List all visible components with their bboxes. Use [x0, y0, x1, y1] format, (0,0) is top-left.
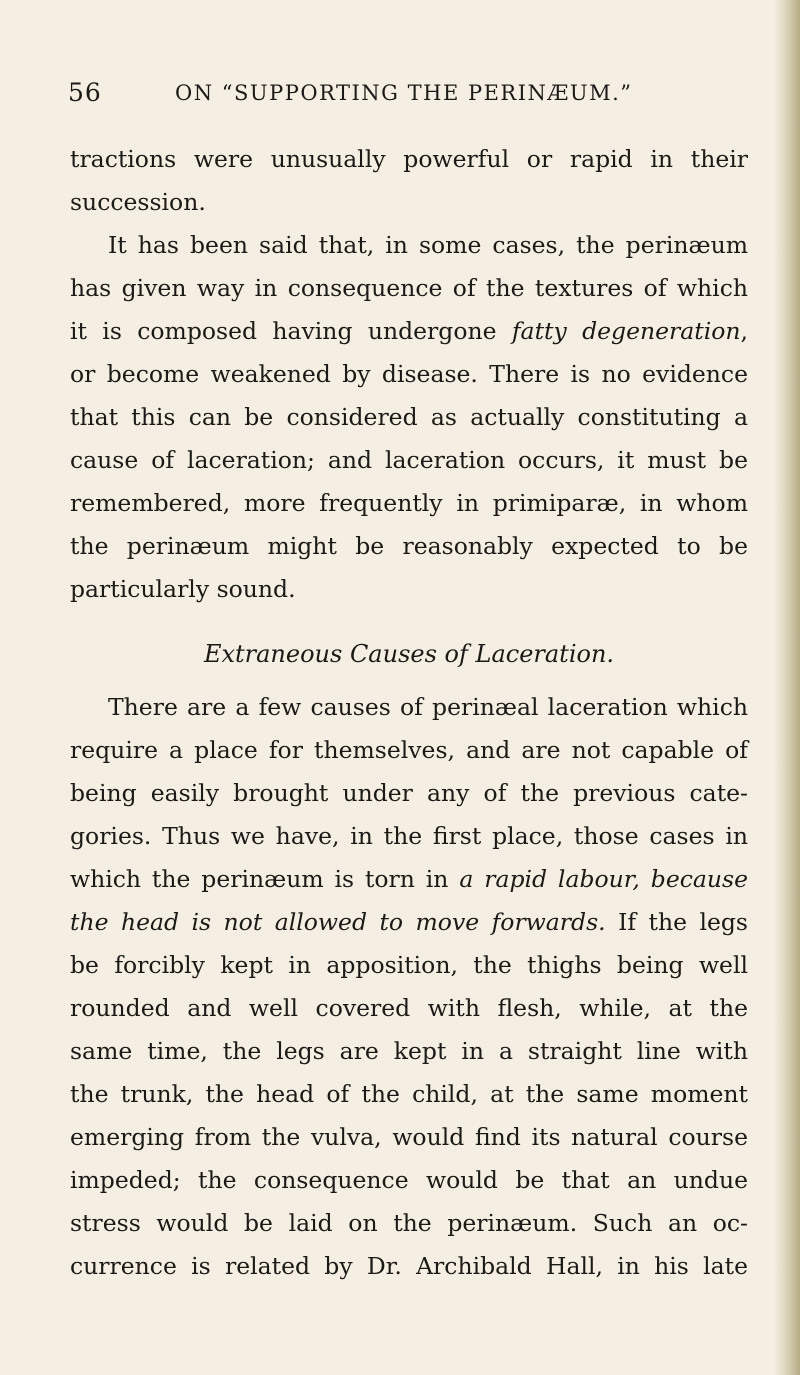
page-edge-shadow	[774, 0, 800, 1375]
italic-emphasis: the head is not allowed to move forwards.	[70, 908, 606, 936]
text-line: same time, the legs are kept in a straight line with	[70, 1037, 748, 1065]
italic-emphasis: a rapid labour, because	[459, 865, 749, 893]
text-line: that this can be considered as actually constituting a	[70, 403, 748, 431]
text-line: being easily brought under any of the previous cate-	[70, 779, 748, 807]
text-line: rounded and well covered with flesh, while, at the	[70, 994, 748, 1022]
text-line: There are a few causes of perinæal laceration which	[108, 693, 748, 721]
text-line: It has been said that, in some cases, the perinæum	[108, 231, 748, 259]
page-header	[68, 78, 748, 118]
running-title: ON “SUPPORTING THE PERINÆUM.”	[175, 81, 633, 105]
text-line: emerging from the vulva, would find its natural course	[70, 1123, 748, 1151]
text-line: currence is related by Dr. Archibald Hall, in his late	[70, 1252, 748, 1280]
page-number: 56	[68, 78, 102, 107]
text-line: cause of laceration; and laceration occurs, it must be	[70, 446, 748, 474]
text-line: has given way in consequence of the textures of which	[70, 274, 748, 302]
text-line: or become weakened by disease. There is no evidence	[70, 360, 748, 388]
body-text	[70, 138, 748, 1288]
text-line: the trunk, the head of the child, at the same moment	[70, 1080, 748, 1108]
text-line: remembered, more frequently in primiparæ, in whom	[70, 489, 748, 517]
text-line: succession.	[70, 188, 206, 216]
text-line: particularly sound.	[70, 575, 296, 603]
text-line: the head is not allowed to move forwards. If the legs	[70, 908, 748, 936]
text-line: impeded; the consequence would be that an undue	[70, 1166, 748, 1194]
text-line: tractions were unusually powerful or rapid in their	[70, 145, 748, 173]
text-line: gories. Thus we have, in the first place, those cases in	[70, 822, 748, 850]
text-line: which the perinæum is torn in a rapid labour, because	[70, 865, 749, 893]
text-line: stress would be laid on the perinæum. Such an oc-	[70, 1209, 748, 1237]
italic-emphasis: fatty degeneration	[511, 317, 741, 345]
text-line: be forcibly kept in apposition, the thighs being well	[70, 951, 748, 979]
text-line: require a place for themselves, and are not capable of	[70, 736, 748, 764]
section-heading: Extraneous Causes of Laceration.	[203, 640, 615, 668]
text-line: it is composed having undergone fatty degeneration,	[70, 317, 748, 345]
text-line: the perinæum might be reasonably expected to be	[70, 532, 748, 560]
